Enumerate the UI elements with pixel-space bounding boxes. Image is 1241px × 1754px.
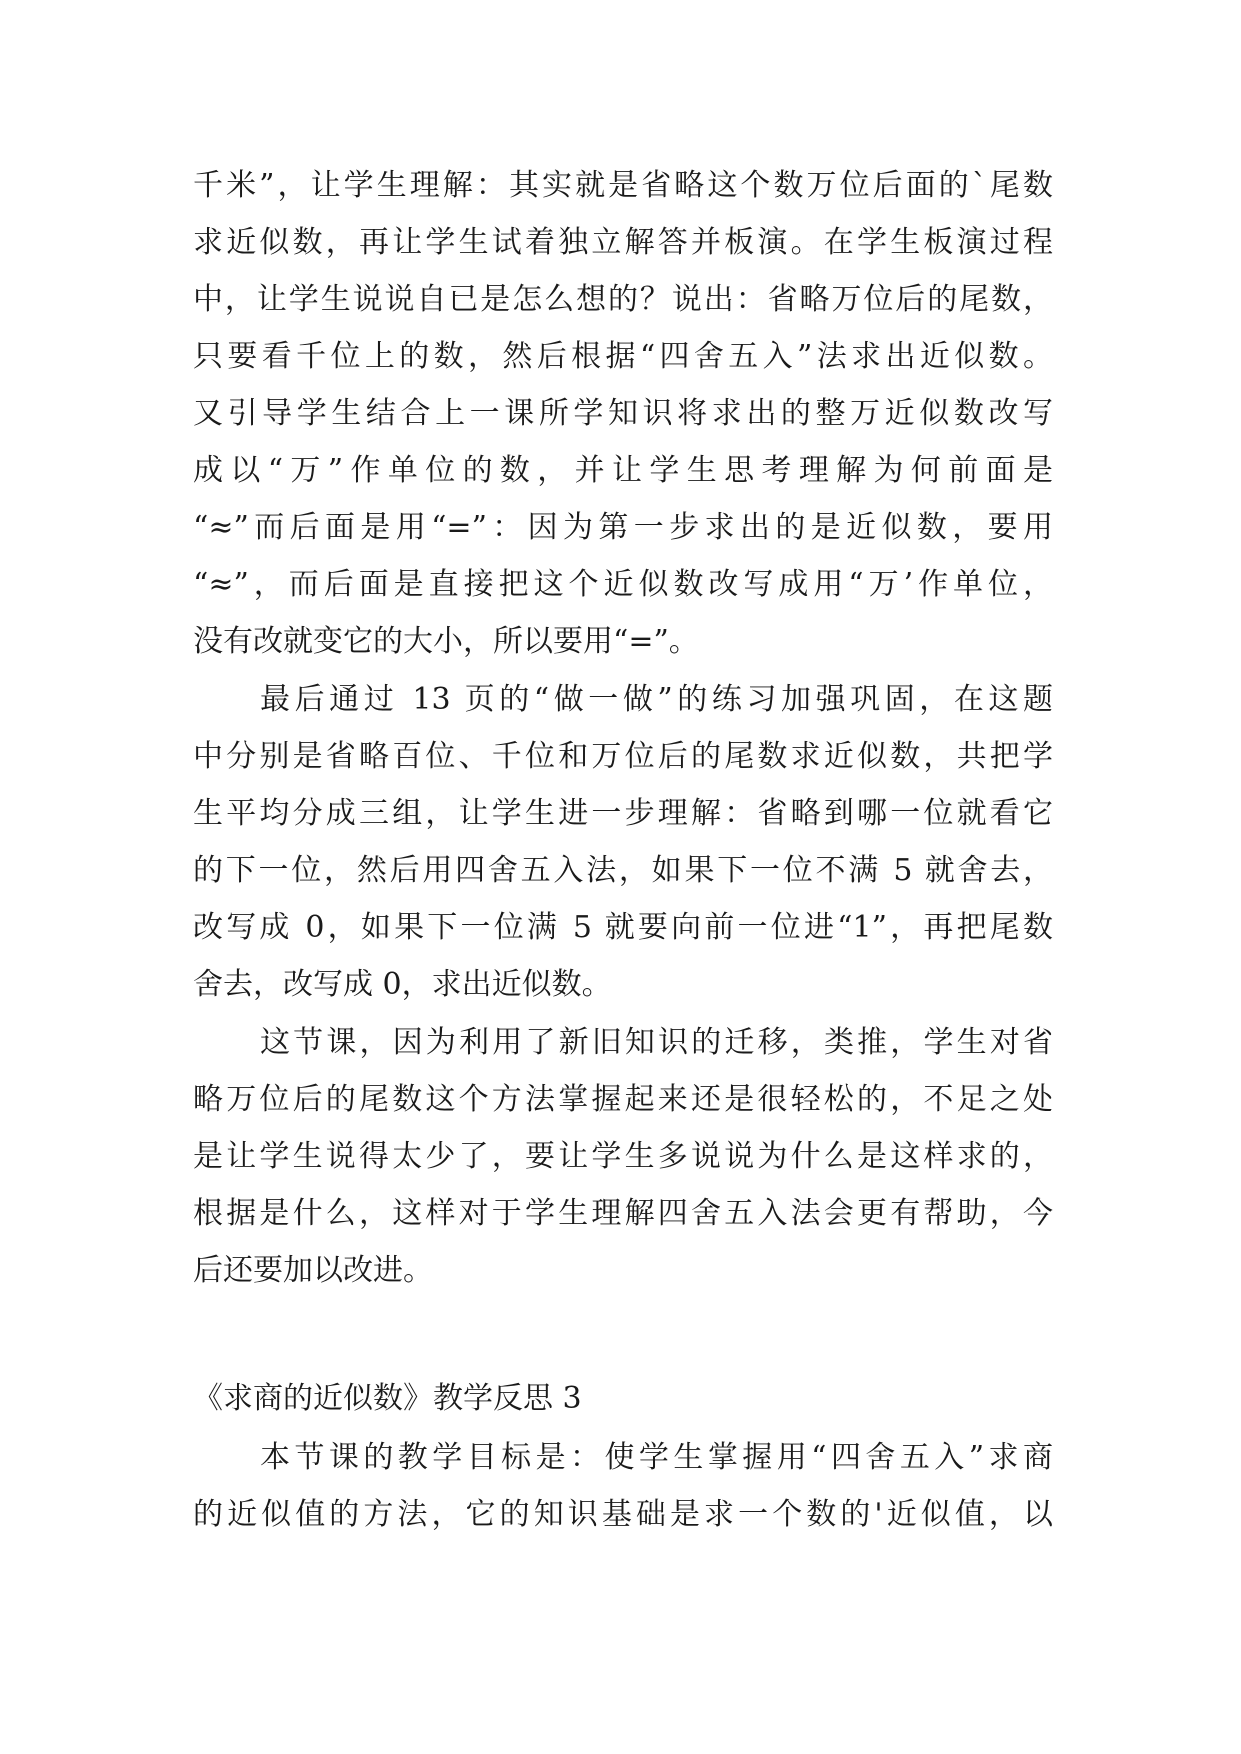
paragraph-1-line-4: 只要看千位上的数，然后根据“四舍五入”法求出近似数。	[193, 339, 1053, 374]
paragraph-2-line-4: 的下一位，然后用四舍五入法，如果下一位不满 5 就舍去，	[193, 853, 1053, 888]
paragraph-2-line-6: 舍去，改写成 0，求出近似数。	[193, 967, 612, 1002]
paragraph-1-line-1: 千米”，让学生理解：其实就是省略这个数万位后面的`尾数	[193, 168, 1053, 203]
paragraph-2-line-2: 中分别是省略百位、千位和万位后的尾数求近似数，共把学	[193, 739, 1053, 774]
paragraph-1-line-8: “≈”，而后面是直接把这个近似数改写成用“万’作单位，	[193, 567, 1053, 602]
final-paragraph-line-1: 本节课的教学目标是：使学生掌握用“四舍五入”求商	[260, 1440, 1053, 1475]
paragraph-2-line-3: 生平均分成三组，让学生进一步理解：省略到哪一位就看它	[193, 796, 1053, 831]
paragraph-1-line-9: 没有改就变它的大小，所以要用“=”。	[193, 624, 699, 659]
paragraph-1-line-7: “≈”而后面是用“=”：因为第一步求出的是近似数，要用	[193, 510, 1053, 545]
paragraph-1-line-6: 成以“万”作单位的数，并让学生思考理解为何前面是	[193, 453, 1053, 488]
paragraph-2-line-5: 改写成 0，如果下一位满 5 就要向前一位进“1”，再把尾数	[193, 910, 1053, 945]
paragraph-3-line-4: 根据是什么，这样对于学生理解四舍五入法会更有帮助，今	[193, 1196, 1053, 1231]
paragraph-3-line-2: 略万位后的尾数这个方法掌握起来还是很轻松的，不足之处	[193, 1082, 1053, 1117]
paragraph-3-line-1: 这节课，因为利用了新旧知识的迁移，类推，学生对省	[260, 1025, 1053, 1060]
paragraph-1-line-5: 又引导学生结合上一课所学知识将求出的整万近似数改写	[193, 396, 1053, 431]
paragraph-1-line-3: 中，让学生说说自已是怎么想的？说出：省略万位后的尾数，	[193, 282, 1053, 317]
paragraph-3-line-3: 是让学生说得太少了，要让学生多说说为什么是这样求的，	[193, 1139, 1053, 1174]
final-paragraph-line-2: 的近似值的方法，它的知识基础是求一个数的'近似值，以	[193, 1497, 1053, 1532]
paragraph-3-line-5: 后还要加以改进。	[193, 1253, 433, 1288]
paragraph-2-line-1: 最后通过 13 页的“做一做”的练习加强巩固，在这题	[260, 682, 1053, 717]
section-title: 《求商的近似数》教学反思 3	[193, 1381, 582, 1416]
paragraph-1-line-2: 求近似数，再让学生试着独立解答并板演。在学生板演过程	[193, 225, 1053, 260]
